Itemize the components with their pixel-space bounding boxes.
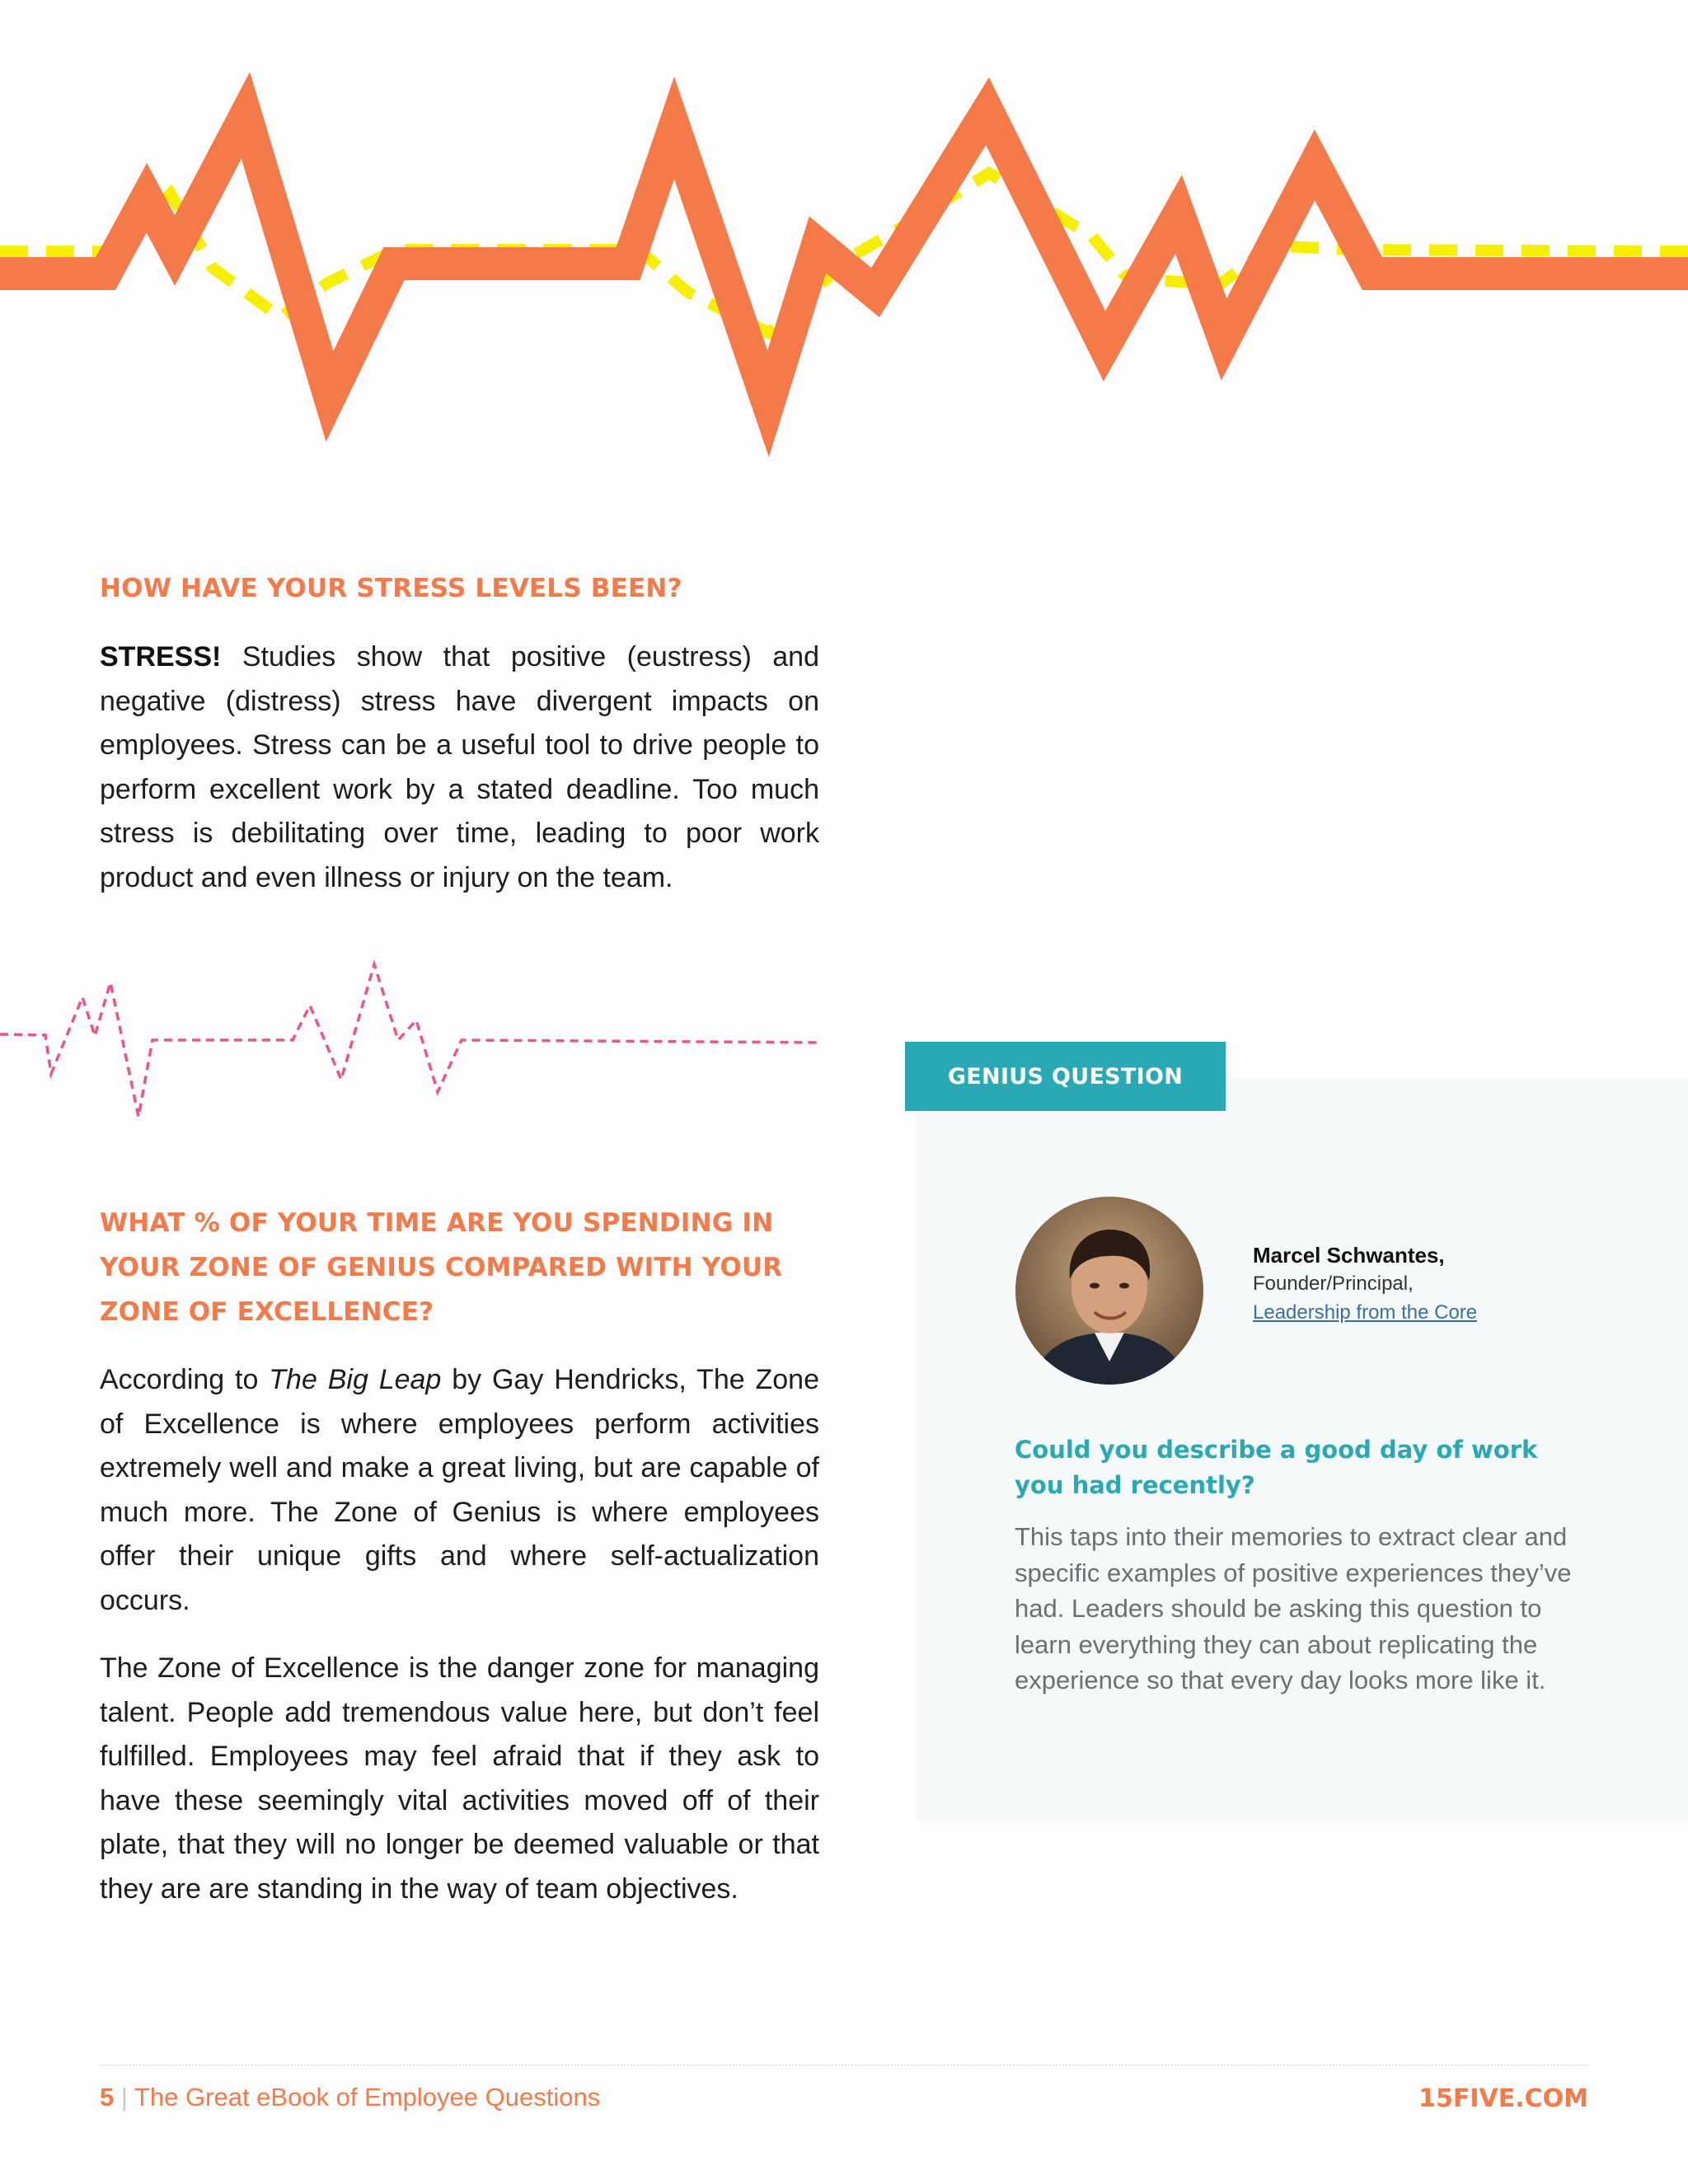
- footer-title: [100, 2083, 600, 2112]
- book-title: The Big Leap: [269, 1364, 442, 1395]
- avatar: [1015, 1197, 1203, 1385]
- big-leap-before: According to: [100, 1364, 270, 1395]
- person-portrait-icon: [1015, 1197, 1203, 1385]
- genius-question-text: Could you describe a good day of work you had recently?: [1015, 1436, 1538, 1499]
- person-role: Founder/Principal,: [1253, 1272, 1414, 1295]
- page-number: 5: [100, 2083, 115, 2111]
- section-heading-genius: WHAT % OF YOUR TIME ARE YOU SPENDING IN YOUR ZONE OF GENIUS COMPARED WITH YOUR ZONE OF EXCELLENCE?: [100, 1208, 783, 1327]
- person-name: Marcel Schwantes,: [1253, 1243, 1445, 1268]
- person-organization-link[interactable]: Leadership from the Core: [1253, 1301, 1478, 1324]
- ebook-title: The Great eBook of Employee Questions: [134, 2083, 601, 2111]
- big-leap-after: by Gay Hendricks, The Zone of Excellence is where employees perform activities extremely well and make a great living, but are capable of much more. The Zone of Genius is where employees offer their unique gifts and where self-actualization occurs.: [100, 1364, 819, 1616]
- footer-divider: [100, 2064, 1588, 2066]
- stress-lead: STRESS!: [100, 641, 222, 673]
- paragraph-danger-zone: The Zone of Excellence is the danger zone for managing talent. People add tremendous value here, but don’t feel fulfilled. Employees may feel afraid that if they ask to have these seemingly vital activities moved off of their plate, that they will no longer be deemed valuable or that they are are standing in the way of team objectives.: [100, 1652, 819, 1905]
- footer-site-link[interactable]: 15FIVE.COM: [1418, 2084, 1588, 2113]
- genius-answer-text: This taps into their memories to extract clear and specific examples of positive experiences they’ve had. Leaders should be asking this question to learn everything they can about replicating the experience so that every day looks more like it.: [1015, 1522, 1572, 1694]
- paragraph-big-leap: [100, 1358, 819, 1623]
- stress-body: Studies show that positive (eustress) and negative (distress) stress have divergent impacts on employees. Stress can be a useful tool to drive people to perform excellent work by a stated deadline. Too much stress is debilitating over time, leading to poor work product and even illness or injury on the team.: [100, 641, 819, 893]
- genius-question-tag: GENIUS QUESTION: [905, 1042, 1226, 1111]
- footer-separator: |: [120, 2083, 128, 2111]
- section-heading-stress: HOW HAVE YOUR STRESS LEVELS BEEN?: [100, 574, 682, 603]
- pink-dashed-line: [0, 964, 820, 1117]
